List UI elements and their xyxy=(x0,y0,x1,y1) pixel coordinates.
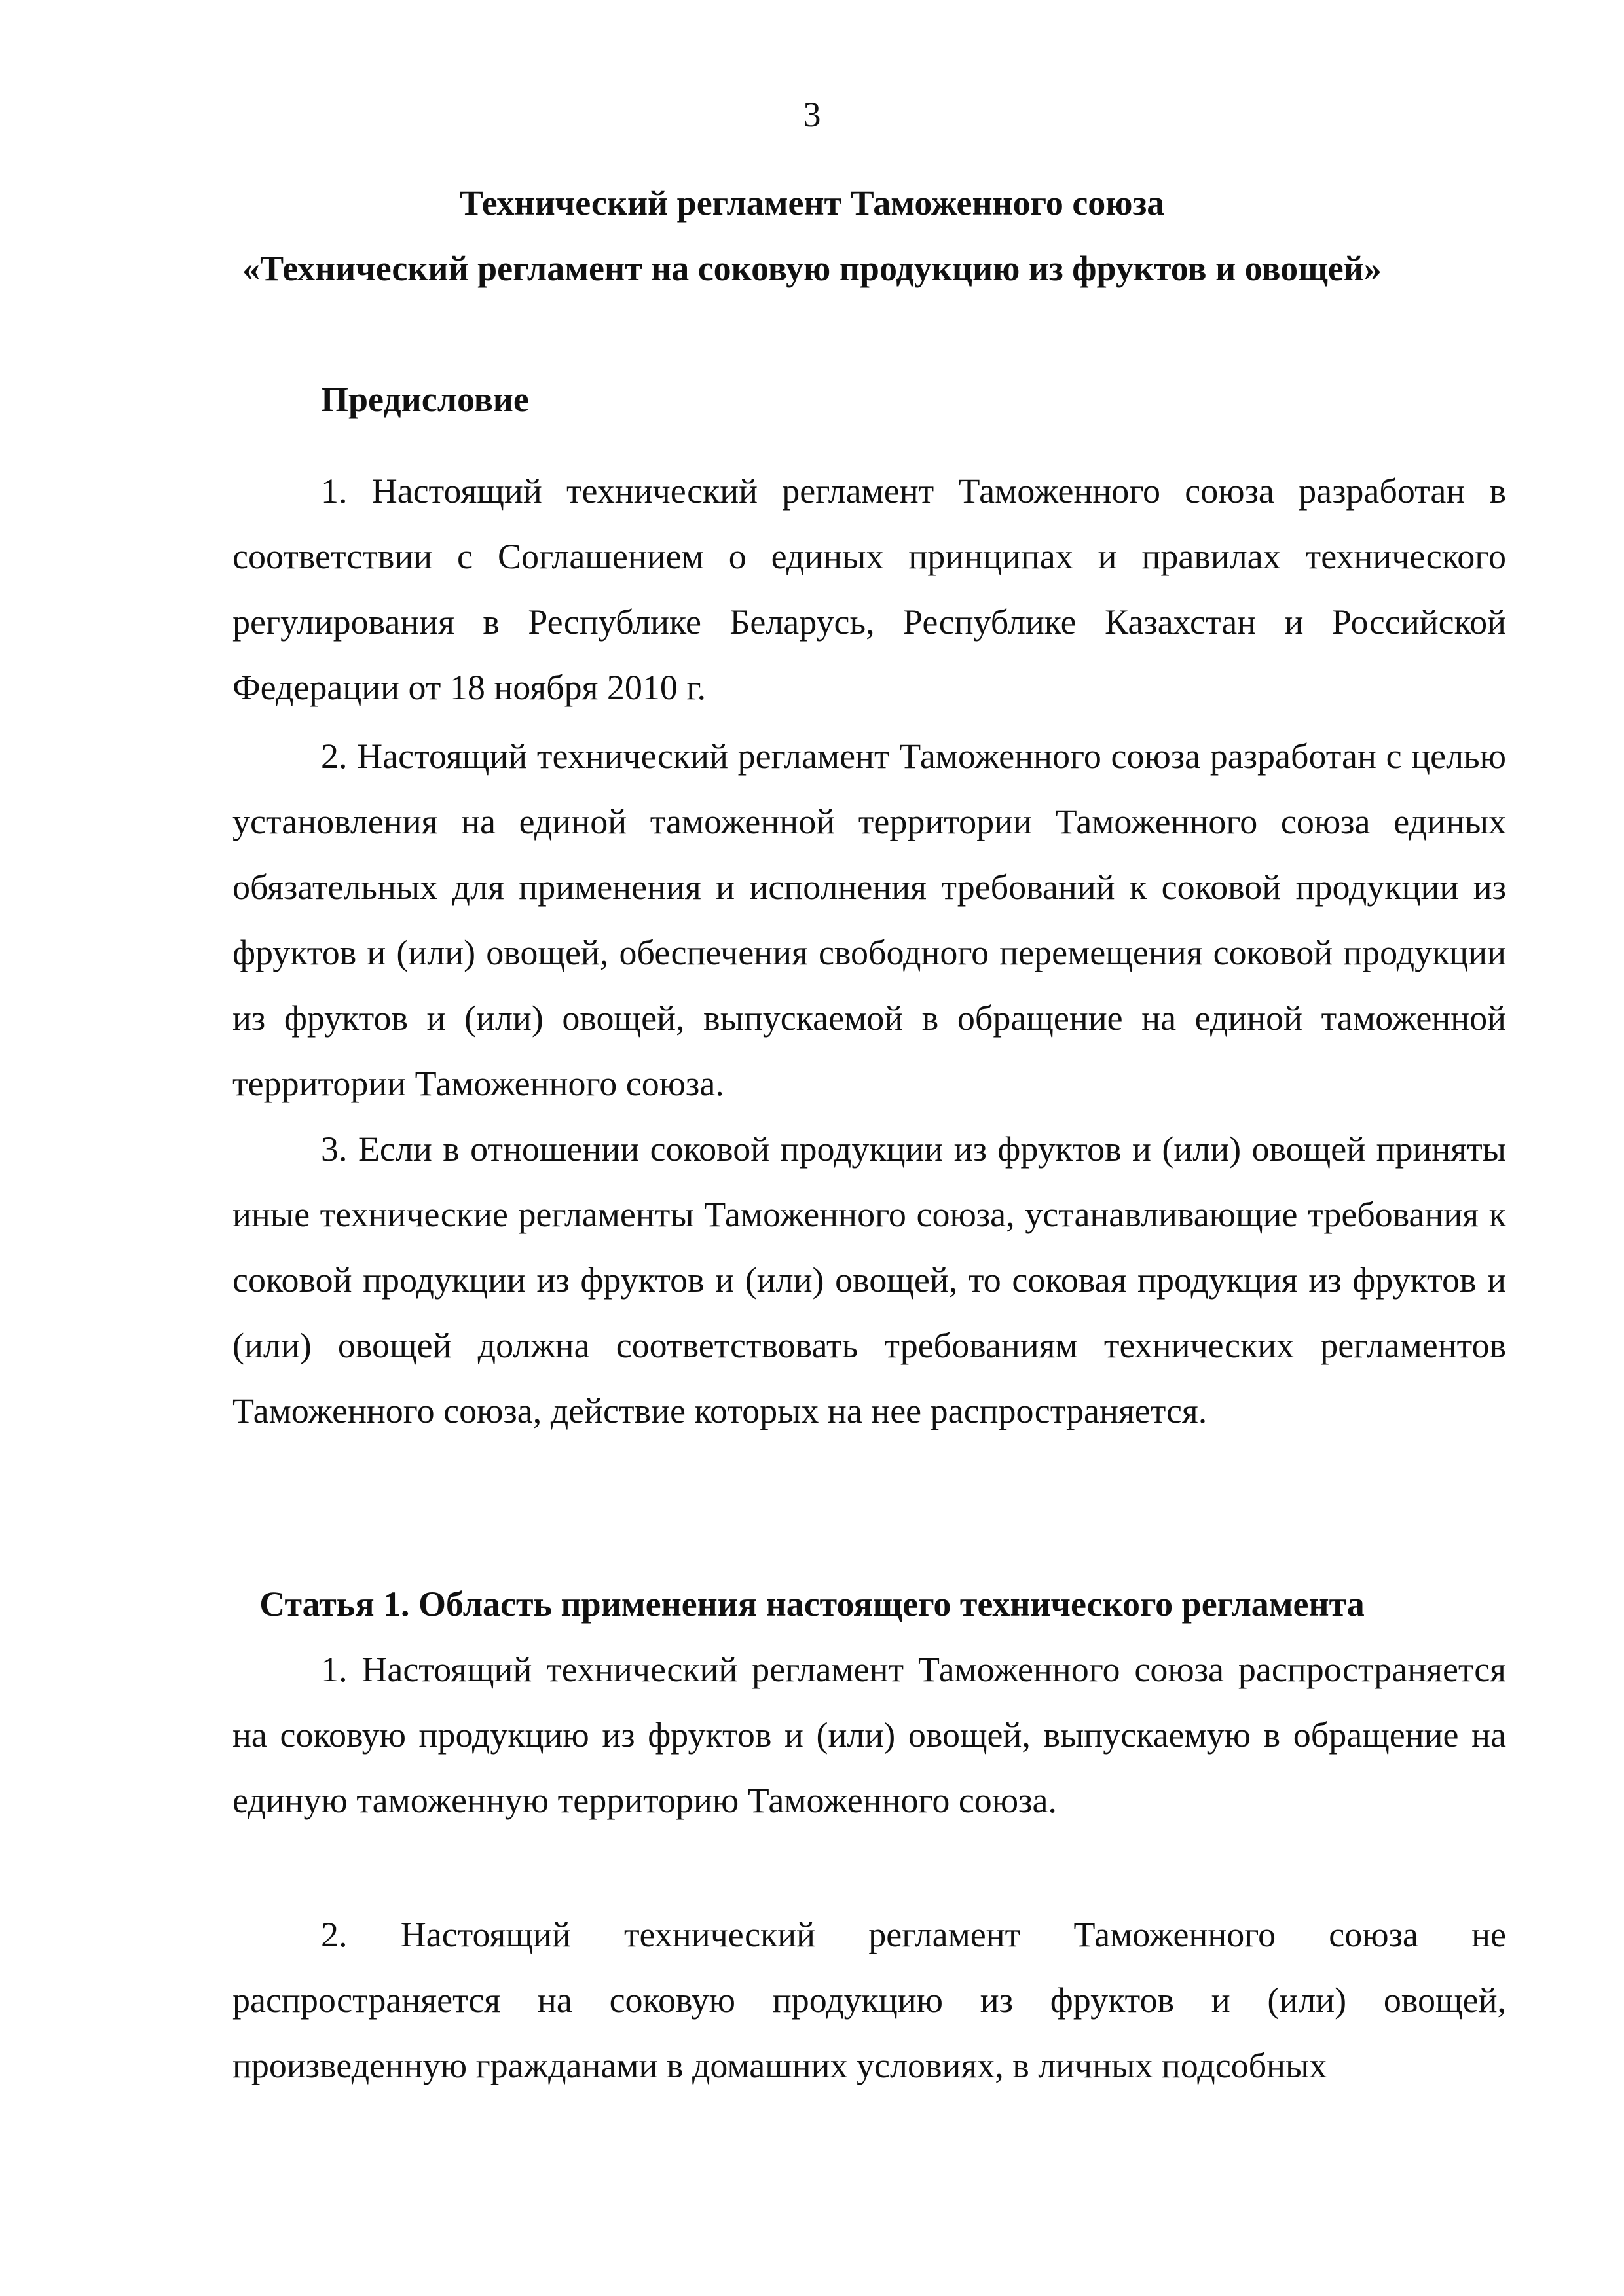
preface-paragraph-1: 1. Настоящий технический регламент Таможенного союза разработан в соответствии с Соглашением о единых принципах и правилах технического регулирования в Республике Беларусь, Республике Казахстан и Российской Федерации от 18 ноября 2010 г. xyxy=(232,471,1506,707)
preface-heading: Предисловие xyxy=(321,380,529,419)
document-title-line-1: Технический регламент Таможенного союза xyxy=(459,183,1165,223)
page-number: 3 xyxy=(803,95,821,134)
article-1-paragraph-1: 1. Настоящий технический регламент Таможенного союза распространяется на соковую продукцию из фруктов и (или) овощей, выпускаемую в обращение на единую таможенную территорию Таможенного союза. xyxy=(232,1650,1506,1820)
article-1-heading: Статья 1. Область применения настоящего технического регламента xyxy=(259,1584,1365,1624)
document-title-line-2: «Технический регламент на соковую продукцию из фруктов и овощей» xyxy=(242,249,1382,288)
preface-paragraph-2: 2. Настоящий технический регламент Таможенного союза разработан с целью установления на единой таможенной территории Таможенного союза единых обязательных для применения и исполнения требований к соковой продукции из фруктов и (или) овощей, обеспечения свободного перемещения соковой продукции из фруктов и (или) овощей, выпускаемой в обращение на единой таможенной территории Таможенного союза. xyxy=(232,737,1506,1103)
article-1-paragraph-2: 2. Настоящий технический регламент Таможенного союза не распространяется на соковую продукцию из фруктов и (или) овощей, произведенную гражданами в домашних условиях, в личных подсобных xyxy=(232,1915,1506,2085)
preface-paragraph-3: 3. Если в отношении соковой продукции из фруктов и (или) овощей приняты иные технические регламенты Таможенного союза, устанавливающие требования к соковой продукции из фруктов и (или) овощей, то соковая продукция из фруктов и (или) овощей должна соответствовать требованиям технических регламентов Таможенного союза, действие которых на нее распространяется. xyxy=(232,1129,1506,1430)
